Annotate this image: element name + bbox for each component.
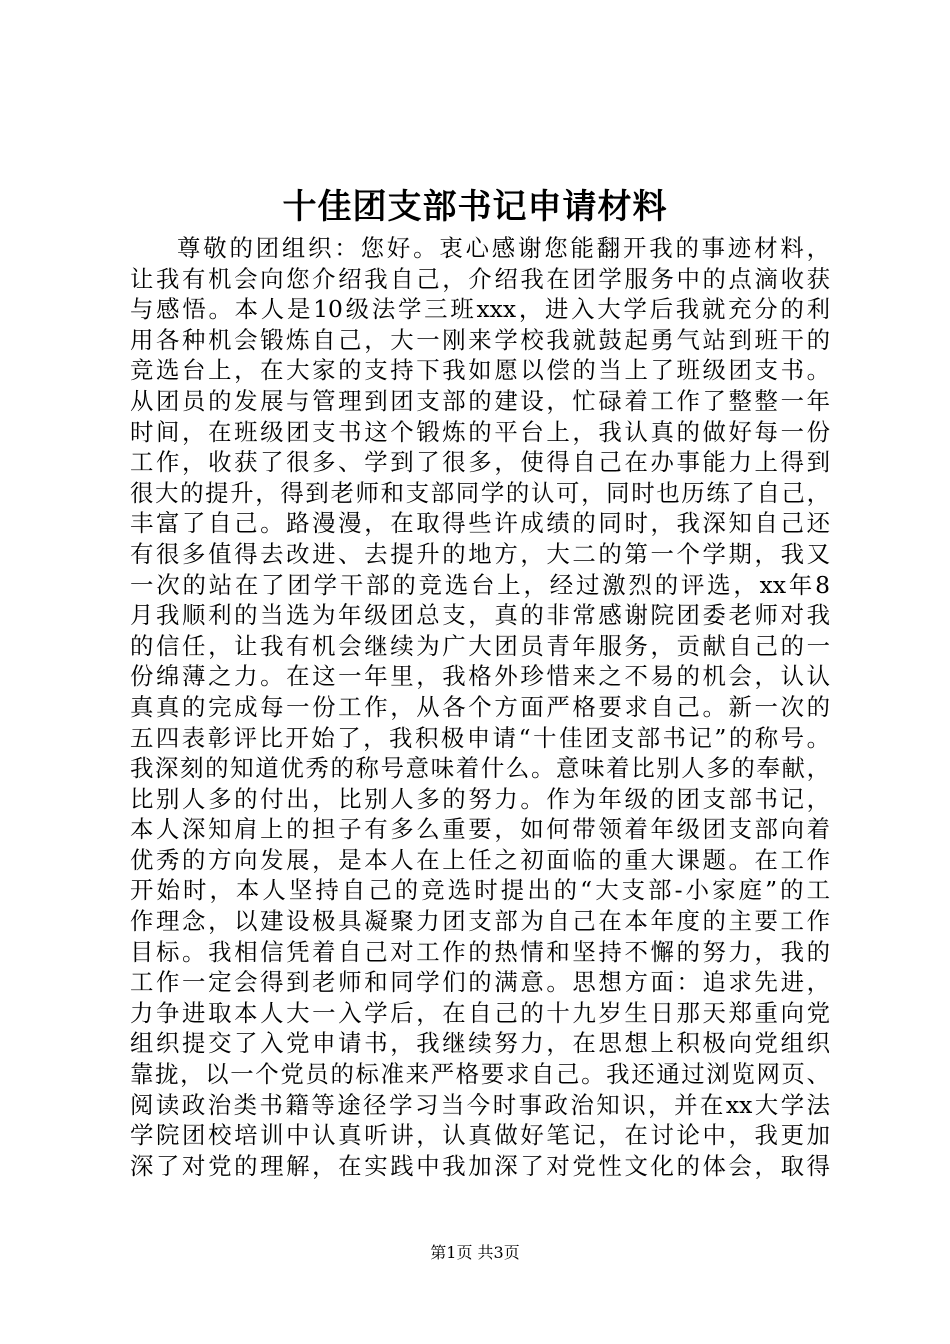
body-line: 时间，在班级团支书这个锻炼的平台上，我认真的做好每一份 [130, 417, 830, 446]
body-line: 靠拢，以一个党员的标准来严格要求自己。我还通过浏览网页、 [130, 1060, 830, 1089]
body-line: 与感悟。本人是10级法学三班xxx，进入大学后我就充分的利 [130, 295, 830, 324]
body-line: 组织提交了入党申请书，我继续努力，在思想上积极向党组织 [130, 1029, 830, 1058]
body-line: 深了对党的理解，在实践中我加深了对党性文化的体会，取得 [130, 1151, 830, 1180]
body-line: 从团员的发展与管理到团支部的建设，忙碌着工作了整整一年 [130, 386, 830, 415]
body-line: 我深刻的知道优秀的称号意味着什么。意味着比别人多的奉献， [130, 754, 830, 783]
body-line: 真真的完成每一份工作，从各个方面严格要求自己。新一次的 [130, 692, 830, 721]
body-line: 工作，收获了很多、学到了很多，使得自己在办事能力上得到 [130, 448, 830, 477]
body-line: 阅读政治类书籍等途径学习当今时事政治知识，并在xx大学法 [130, 1090, 830, 1119]
body-line: 用各种机会锻炼自己，大一刚来学校我就鼓起勇气站到班干的 [130, 325, 830, 354]
body-line: 月我顺利的当选为年级团总支，真的非常感谢院团委老师对我 [130, 601, 830, 630]
body-line: 有很多值得去改进、去提升的地方，大二的第一个学期，我又 [130, 539, 830, 568]
body-line: 五四表彰评比开始了，我积极申请“十佳团支部书记”的称号。 [130, 723, 830, 752]
body-line: 本人深知肩上的担子有多么重要，如何带领着年级团支部向着 [130, 815, 830, 844]
page-footer: 第1页 共3页 [430, 1243, 520, 1262]
document-body [130, 233, 830, 1181]
body-line: 让我有机会向您介绍我自己，介绍我在团学服务中的点滴收获 [130, 264, 830, 293]
body-line: 目标。我相信凭着自己对工作的热情和坚持不懈的努力，我的 [130, 937, 830, 966]
body-line: 力争进取本人大一入学后，在自己的十九岁生日那天郑重向党 [130, 998, 830, 1027]
body-line: 丰富了自己。路漫漫，在取得些许成绩的同时，我深知自己还 [130, 509, 830, 538]
body-line: 竞选台上，在大家的支持下我如愿以偿的当上了班级团支书。 [130, 356, 830, 385]
body-line: 比别人多的付出，比别人多的努力。作为年级的团支部书记， [130, 784, 830, 813]
body-line: 学院团校培训中认真听讲，认真做好笔记，在讨论中，我更加 [130, 1121, 830, 1150]
body-line: 的信任，让我有机会继续为广大团员青年服务，贡献自己的一 [130, 631, 830, 660]
body-line: 很大的提升，得到老师和支部同学的认可，同时也历练了自己， [130, 478, 830, 507]
body-line: 尊敬的团组织：您好。衷心感谢您能翻开我的事迹材料， [177, 234, 830, 262]
document-title: 十佳团支部书记申请材料 [282, 187, 668, 227]
body-line: 份绵薄之力。在这一年里，我格外珍惜来之不易的机会，认认 [130, 662, 830, 691]
body-line: 优秀的方向发展，是本人在上任之初面临的重大课题。在工作 [130, 845, 830, 874]
body-line: 作理念，以建设极具凝聚力团支部为自己在本年度的主要工作 [130, 907, 830, 936]
body-line: 一次的站在了团学干部的竞选台上，经过激烈的评选，xx年8 [130, 570, 830, 599]
body-line: 开始时，本人坚持自己的竞选时提出的“大支部-小家庭”的工 [130, 876, 830, 905]
body-line: 工作一定会得到老师和同学们的满意。思想方面：追求先进， [130, 968, 830, 997]
